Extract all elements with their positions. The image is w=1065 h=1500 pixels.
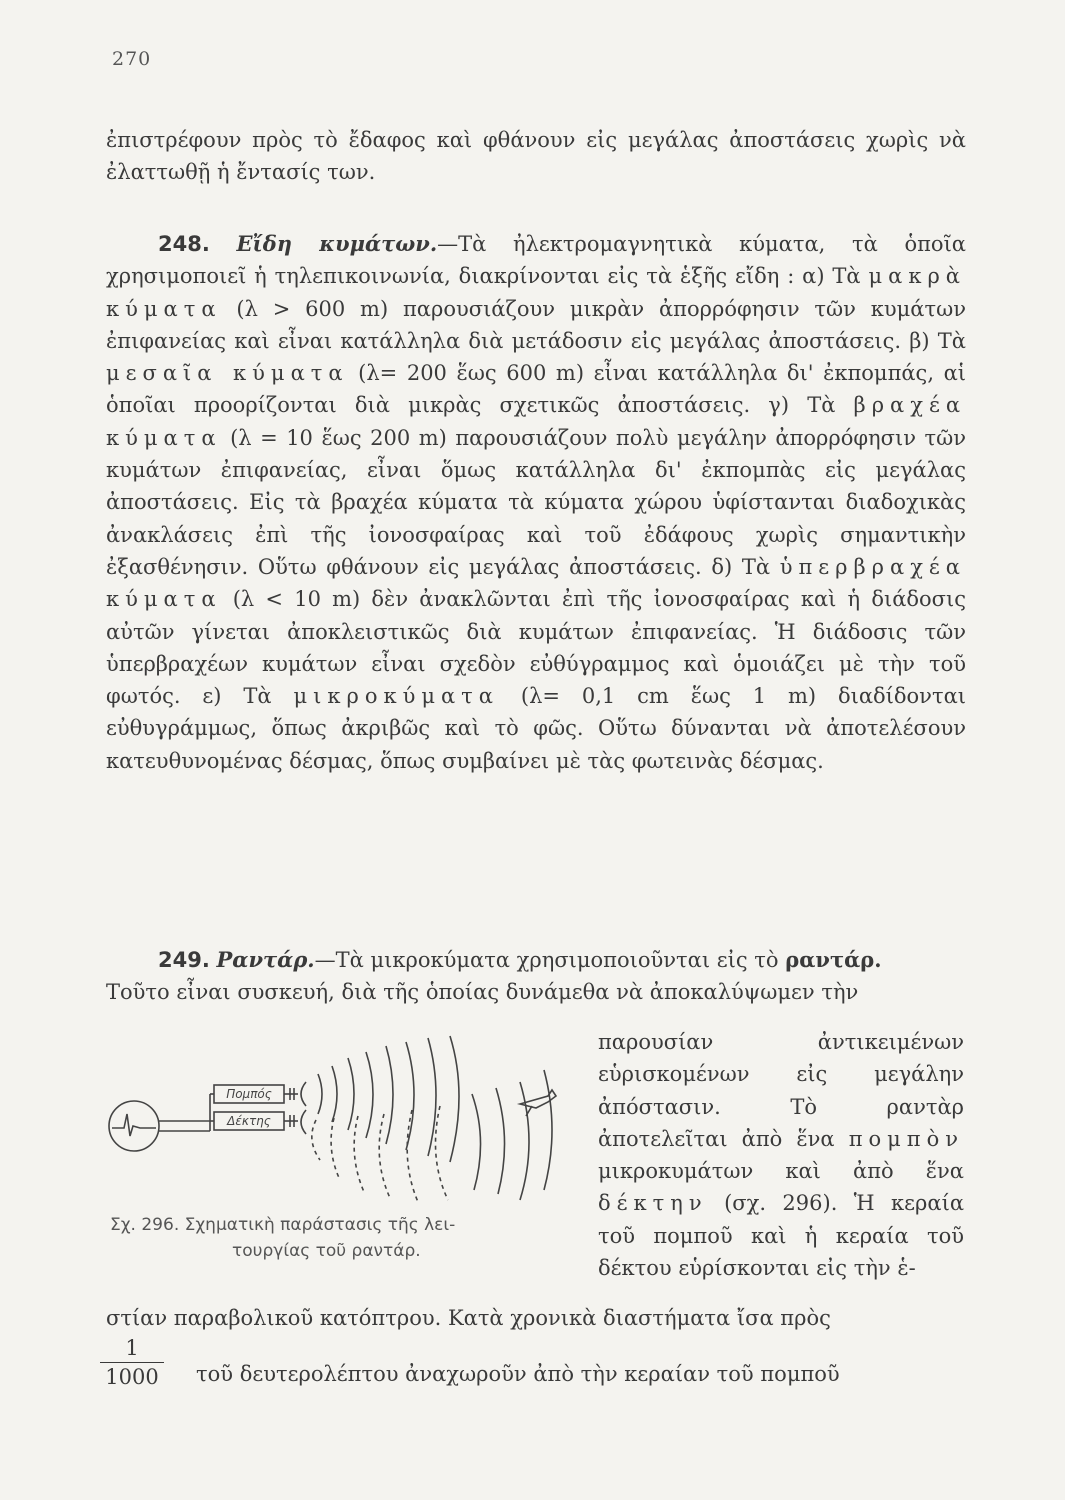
item-c-text: (λ = 10 ἕως 200 m) παρουσιάζουν πολὺ μεγάλην ἀπορρόφησιν τῶν κυμάτων ἐπιφανείας, εἶναι ὅμως κατάλληλα δι' ἐκπομπὰς εἰς μεγάλας ἀποστάσεις. Εἰς τὰ βραχέα κύματα τὰ κύματα χώρου ὑφίστανται διαδοχικὰς ἀνακλάσεις ἐπὶ τῆς ἰονοσφαίρας καὶ τοῦ ἐδάφους χωρὶς σημαντικὴν ἐξασθένησιν. Οὕτω φθάνουν εἰς μεγάλας ἀποστάσεις. [106, 425, 966, 579]
section-249-right-column [598, 1026, 964, 1284]
transmitter-dish [301, 1082, 306, 1106]
radar-diagram [100, 1030, 570, 1210]
item-a-term: μακρὰ κύματα [106, 264, 966, 321]
right-col-text-c: (σχ. 296). Ἡ κεραία τοῦ πομποῦ καὶ ἡ κεραία τοῦ δέκτου εὑρίσκονται εἰς τὴν ἑ- [598, 1191, 964, 1281]
section-249-heading [106, 944, 966, 1008]
fraction [100, 1336, 164, 1389]
right-col-term-transmitter: πομπὸν [848, 1126, 964, 1151]
section-248-title: Εἴδη κυμάτων. [236, 231, 438, 256]
right-col-text-a: παρουσίαν ἀντικειμένων εὑρισκομένων εἰς μεγάλην ἀπόστασιν. Τὸ ραντὰρ ἀποτελεῖται ἀπὸ ἕνα [598, 1030, 964, 1151]
transmitter-label: Πομπός [226, 1087, 272, 1101]
item-c-term: βραχέα κύματα [106, 393, 966, 450]
section-249-title: Ραντάρ. [216, 947, 315, 972]
item-b-text: (λ= 200 ἕως 600 m) εἶναι κατάλληλα δι' ἐκπομπάς, αἱ ὁποῖαι προορίζονται διὰ μικρὰς σχετικῶς ἀποστάσεις. [106, 361, 966, 418]
section-249-intro: —Τὰ μικροκύματα χρησιμοποιοῦνται εἰς τὸ [314, 948, 779, 972]
item-d-text: (λ < 10 m) δὲν ἀνακλῶνται ἐπὶ τῆς ἰονοσφαίρας καὶ ἡ διάδοσις αὐτῶν γίνεται ἀποκλειστικῶς διὰ κυμάτων ἐπιφανείας. Ἡ διάδοσις τῶν ὑπερβραχέων κυμάτων εἶναι σχεδὸν εὐθύγραμμος καὶ ὁμοιάζει μὲ τὴν τοῦ φωτός. [106, 587, 966, 709]
section-249-bottom-line: στίαν παραβολικοῦ κατόπτρου. Κατὰ χρονικὰ διαστήματα ἴσα πρὸς [106, 1306, 831, 1330]
item-e-text: (λ= 0,1 cm ἕως 1 m) διαδίδονται εὐθυγράμμως, ὅπως ἀκριβῶς καὶ τὸ φῶς. Οὕτω δύνανται νὰ ἀποτελέσουν κατευθυνομένας δέσμας, ὅπως συμβαίνει μὲ τὰς φωτεινὰς δέσμας. [106, 684, 966, 773]
item-a-label: α) Τὰ [802, 264, 861, 289]
receiver-dish [301, 1110, 306, 1134]
section-248-number: 248. [158, 232, 210, 256]
radar-figure [100, 1030, 570, 1210]
right-col-text-b: μικροκυμάτων καὶ ἀπὸ ἕνα [598, 1159, 964, 1184]
caption-line-1: Σχ. 296. Σχηματικὴ παράστασις τῆς λει- [110, 1215, 456, 1235]
section-249-line2: Τοῦτο εἶναι συσκευή, διὰ τῆς ὁποίας δυνάμεθα νὰ ἀποκαλύψωμεν τὴν [106, 980, 859, 1004]
figure-caption [110, 1212, 570, 1264]
item-a-text: (λ > 600 m) παρουσιάζουν μικρὰν ἀπορρόφησιν τῶν κυμάτων ἐπιφανείας καὶ εἶναι κατάλληλα διὰ μετάδοσιν εἰς μεγάλας ἀποστάσεις. [106, 296, 966, 353]
receiver-label: Δέκτης [227, 1114, 271, 1128]
intro-paragraph [106, 124, 966, 189]
item-e-term: μικροκύματα [293, 684, 499, 709]
item-c-label: γ) Τὰ [768, 393, 836, 418]
fraction-denominator: 1000 [105, 1365, 159, 1389]
right-col-term-receiver: δέκτην [598, 1191, 708, 1216]
item-d-label: δ) Τὰ [711, 554, 771, 579]
section-249-number: 249. [158, 948, 210, 972]
item-b-label: β) Τὰ [909, 328, 966, 353]
section-249-radar-term: ραντάρ. [785, 947, 882, 972]
item-b-term: μεσαῖα κύματα [106, 361, 349, 386]
intro-text: ἐπιστρέφουν πρὸς τὸ ἔδαφος καὶ φθάνουν εἰς μεγάλας ἀποστάσεις χωρὶς νὰ ἐλαττωθῇ ἡ ἔντασίς των. [106, 128, 966, 185]
section-249-last-line: τοῦ δευτερολέπτου ἀναχωροῦν ἀπὸ τὴν κεραίαν τοῦ πομποῦ [196, 1362, 840, 1386]
caption-line-2: τουργίας τοῦ ραντάρ. [232, 1241, 421, 1261]
oscilloscope-trace [112, 1114, 156, 1136]
item-d-term: ὑπερβραχέα κύματα [106, 554, 966, 612]
section-248 [106, 228, 966, 777]
fraction-numerator: 1 [100, 1336, 164, 1363]
section-248-intro: —Τὰ ἠλεκτρομαγνητικὰ κύματα, τὰ ὁποῖα χρησιμοποιεῖ ἡ τηλεπικοινωνία, διακρίνονται εἰς τὰ ἑξῆς εἴδη : [106, 232, 966, 289]
section-248-body [106, 228, 966, 777]
item-e-label: ε) Τὰ [202, 684, 272, 709]
page-number: 270 [112, 48, 152, 70]
